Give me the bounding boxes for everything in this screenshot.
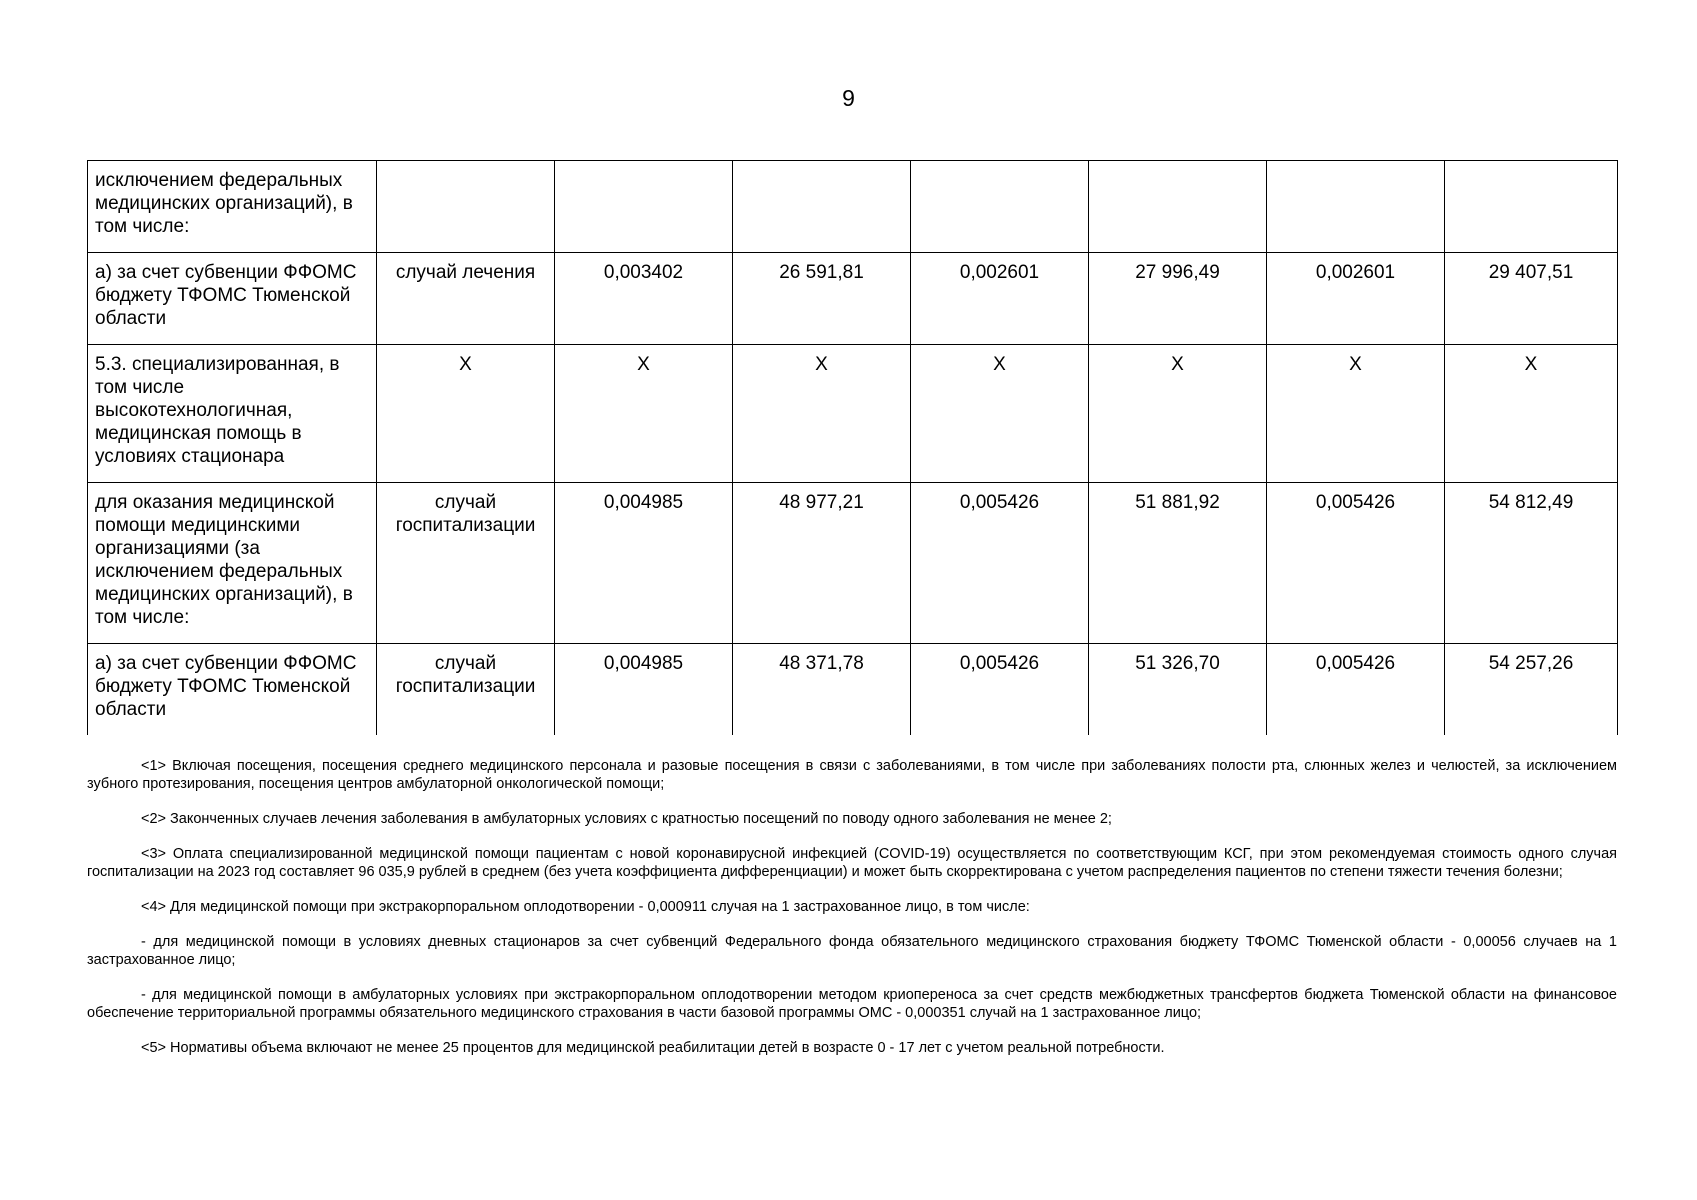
table-row	[88, 161, 1618, 253]
table-cell: случай лечения	[377, 253, 555, 345]
footnote: <1> Включая посещения, посещения среднего медицинского персонала и разовые посещения в связи с заболеваниями, в том числе при заболеваниях полости рта, слюнных желез и челюстей, за исключением зубного протезирования, посещения центров амбулаторной онкологической помощи;	[87, 758, 1617, 792]
table-cell: 0,002601	[1267, 253, 1445, 345]
table-cell: X	[1445, 345, 1618, 483]
footnote: <3> Оплата специализированной медицинской помощи пациентам с новой коронавирусной инфекцией (COVID-19) осуществляется по соответствующим КСГ, при этом рекомендуемая стоимость одного случая госпитализации на 2023 год составляет 96 035,9 рублей в среднем (без учета коэффициента дифференциации) и может быть скорректирована с учетом распределения пациентов по степени тяжести течения болезни;	[87, 846, 1617, 880]
table-cell	[1267, 161, 1445, 253]
table-cell: 0,004985	[555, 483, 733, 644]
footnote: <5> Нормативы объема включают не менее 25 процентов для медицинской реабилитации детей в возрасте 0 - 17 лет с учетом реальной потребности.	[141, 1040, 1165, 1056]
table-cell: случай госпитализации	[377, 644, 555, 736]
row-label-cell: для оказания медицинской помощи медицинскими организациями (за исключением федеральных медицинских организаций), в том числе:	[88, 483, 377, 644]
row-label-cell: а) за счет субвенции ФФОМС бюджету ТФОМС Тюменской области	[88, 253, 377, 345]
table-cell: 0,005426	[1267, 483, 1445, 644]
table-cell: 0,005426	[1267, 644, 1445, 736]
table-cell: 54 257,26	[1445, 644, 1618, 736]
table-row	[88, 644, 1618, 736]
table-cell	[555, 161, 733, 253]
row-label-cell: 5.3. специализированная, в том числе высокотехнологичная, медицинская помощь в условиях стационара	[88, 345, 377, 483]
table-cell	[1445, 161, 1618, 253]
table-cell: X	[1089, 345, 1267, 483]
footnotes	[87, 757, 1617, 1074]
table-cell: 0,002601	[911, 253, 1089, 345]
table-cell: 51 326,70	[1089, 644, 1267, 736]
page-number: 9	[842, 85, 855, 111]
table-row	[88, 253, 1618, 345]
table-cell: X	[733, 345, 911, 483]
table-cell: случай госпитализации	[377, 483, 555, 644]
table-cell: 0,005426	[911, 483, 1089, 644]
table-cell: X	[555, 345, 733, 483]
table-cell: 29 407,51	[1445, 253, 1618, 345]
table-cell: 0,004985	[555, 644, 733, 736]
table-cell	[911, 161, 1089, 253]
table-cell: 48 371,78	[733, 644, 911, 736]
table-cell: X	[911, 345, 1089, 483]
row-label-cell: а) за счет субвенции ФФОМС бюджету ТФОМС Тюменской области	[88, 644, 377, 736]
table-cell: X	[377, 345, 555, 483]
footnote: - для медицинской помощи в условиях дневных стационаров за счет субвенций Федерального фонда обязательного медицинского страхования бюджету ТФОМС Тюменской области - 0,00056 случаев на 1 застрахованное лицо;	[87, 934, 1617, 968]
table-cell	[733, 161, 911, 253]
norms-table	[87, 160, 1618, 735]
table-cell: 51 881,92	[1089, 483, 1267, 644]
table-cell: X	[1267, 345, 1445, 483]
table-cell	[1089, 161, 1267, 253]
row-label-cell: исключением федеральных медицинских организаций), в том числе:	[88, 161, 377, 253]
table-cell: 54 812,49	[1445, 483, 1618, 644]
table-cell: 0,005426	[911, 644, 1089, 736]
footnote: <4> Для медицинской помощи при экстракорпоральном оплодотворении - 0,000911 случая на 1 застрахованное лицо, в том числе:	[141, 899, 1030, 915]
footnote: <2> Законченных случаев лечения заболевания в амбулаторных условиях с кратностью посещений по поводу одного заболевания не менее 2;	[141, 811, 1112, 827]
table-cell: 0,003402	[555, 253, 733, 345]
table-row	[88, 483, 1618, 644]
footnote: - для медицинской помощи в амбулаторных условиях при экстракорпоральном оплодотворении методом криопереноса за счет средств межбюджетных трансфертов бюджета Тюменской области на финансовое обеспечение территориальной программы обязательного медицинского страхования в части базовой программы ОМС - 0,000351 случай на 1 застрахованное лицо;	[87, 987, 1617, 1021]
table-cell: 26 591,81	[733, 253, 911, 345]
table-row	[88, 345, 1618, 483]
table-cell	[377, 161, 555, 253]
table-cell: 48 977,21	[733, 483, 911, 644]
table-cell: 27 996,49	[1089, 253, 1267, 345]
